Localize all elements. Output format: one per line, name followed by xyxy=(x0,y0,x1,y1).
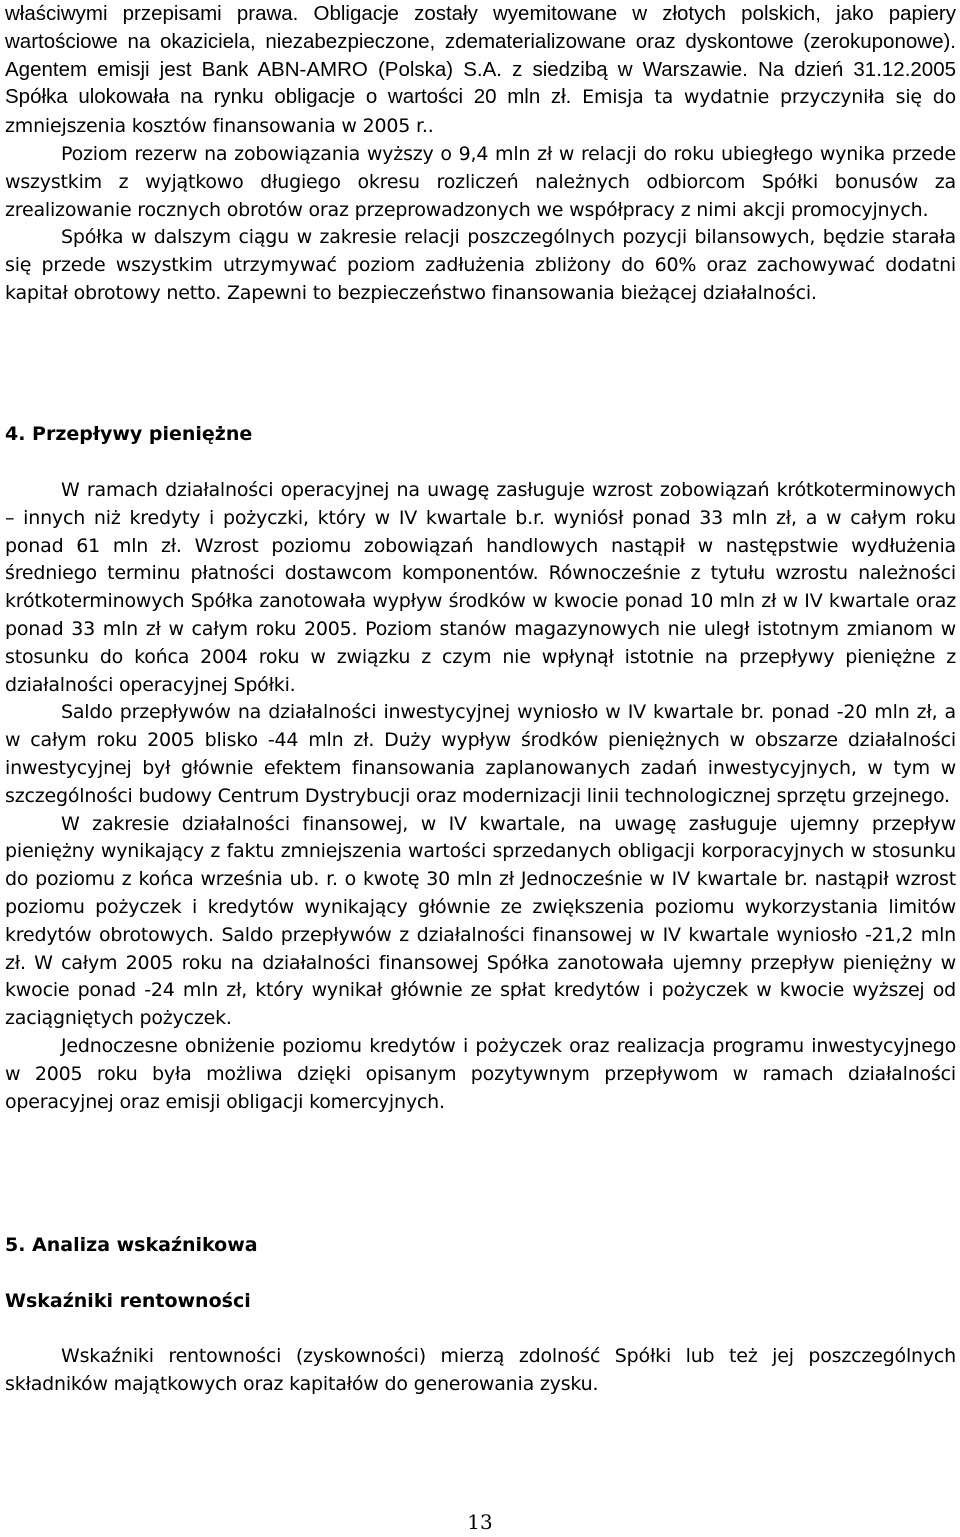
paragraph-bond-issue-lead: właściwymi przepisami prawa. Obligacje zostały wyemitowane w złotych polskich, jako papiery wartościowe na okaziciela, niezabezpieczone, zdematerializowane oraz dyskontowe (zerokuponowe). Agentem emisji jest Bank ABN-AMRO (Polska) S.A. z siedzibą w Warszawie. Na dzień 31.12.2005 Spółka ulokowała na rynku obligacje o wartości 20 mln zł. xyxy=(5,2,956,109)
paragraph-profitability-ratios: Wskaźniki rentowności (zyskowności) mierzą zdolność Spółki lub też jej poszczególnych składników majątkowych oraz kapitałów do generowania zysku. xyxy=(5,1345,956,1395)
paragraph-investing-activities: Saldo przepływów na działalności inwestycyjnej wyniosło w IV kwartale br. ponad -20 mln zł, a w całym roku 2005 blisko -44 mln zł. Duży wypływ środków pieniężnych w obszarze działalności inwestycyjnej był głównie efektem finansowania zaplanowanych zadań inwestycyjnych, w tym w szczególności budowy Centrum Dystrybucji oraz modernizacji linii technologicznej sprzętu grzejnego. xyxy=(5,701,956,807)
paragraph-bond-issue xyxy=(5,0,956,141)
paragraph-debt-policy: Spółka w dalszym ciągu w zakresie relacji poszczególnych pozycji bilansowych, będzie starała się przede wszystkim utrzymywać poziom zadłużenia zbliżony do 60% oraz zachowywać dodatni kapitał obrotowy netto. Zapewni to bezpieczeństwo finansowania bieżącej działalności. xyxy=(5,226,956,304)
paragraph-reserves: Poziom rezerw na zobowiązania wyższy o 9,4 mln zł w relacji do roku ubiegłego wynika przede wszystkim z wyjątkowo długiego okresu rozliczeń należnych odbiorcom Spółki bonusów za zrealizowanie rocznych obrotów oraz przeprowadzonych we współpracy z nimi akcji promocyjnych. xyxy=(5,142,956,221)
page-number: 13 xyxy=(467,1510,493,1534)
cash-flow-text-block xyxy=(5,477,956,1116)
section-heading-cash-flows: 4. Przepływy pieniężne xyxy=(5,423,253,445)
document-page xyxy=(5,0,956,1395)
subheading-profitability-ratios: Wskaźniki rentowności xyxy=(5,1290,251,1312)
section-heading-ratio-analysis: 5. Analiza wskaźnikowa xyxy=(5,1234,258,1256)
paragraph-summary: Jednoczesne obniżenie poziomu kredytów i pożyczek oraz realizacja programu inwestycyjnego w 2005 roku była możliwa dzięki opisanym pozytywnym przepływom w ramach działalności operacyjnej oraz emisji obligacji komercyjnych. xyxy=(5,1034,956,1113)
top-text-block xyxy=(5,0,956,308)
paragraph-financing-activities: W zakresie działalności finansowej, w IV kwartale, na uwagę zasługuje ujemny przepływ pieniężny wynikający z faktu zmniejszenia wartości sprzedanych obligacji korporacyjnych w stosunku do poziomu z końca września ub. r. o kwotę 30 mln zł Jednocześnie w IV kwartale br. nastąpił wzrost poziomu pożyczek i kredytów wynikający głównie ze zwiększenia poziomu wykorzystania limitów kredytów obrotowych. Saldo przepływów z działalności finansowej w IV kwartale wyniosło -21,2 mln zł. W całym 2005 roku na działalności finansowej Spółka zanotowała ujemny przepływ pieniężny w kwocie ponad -24 mln zł, który wynikał głównie ze spłat kredytów i pożyczek w kwocie wyższej od zaciągniętych pożyczek. xyxy=(5,812,956,1030)
paragraph-operating-activities: W ramach działalności operacyjnej na uwagę zasługuje wzrost zobowiązań krótkoterminowych – innych niż kredyty i pożyczki, który w IV kwartale b.r. wyniósł ponad 33 mln zł, a w całym roku ponad 61 mln zł. Wzrost poziomu zobowiązań handlowych nastąpił w następstwie wydłużenia średniego terminu płatności dostawcom komponentów. Równocześnie z tytułu wzrostu należności krótkoterminowych Spółka zanotowała wypływ środków w kwocie ponad 10 mln zł w IV kwartale oraz ponad 33 mln zł w całym roku 2005. Poziom stanów magazynowych nie uległ istotnym zmianom w stosunku do końca 2004 roku w związku z czym nie wpłynął istotnie na przepływy pieniężne z działalności operacyjnej Spółki. xyxy=(5,479,956,696)
paragraph-bond-issue-tail: Emisja ta wydatnie przyczyniła się do zmniejszenia kosztów finansowania w 2005 r.. xyxy=(5,86,956,138)
